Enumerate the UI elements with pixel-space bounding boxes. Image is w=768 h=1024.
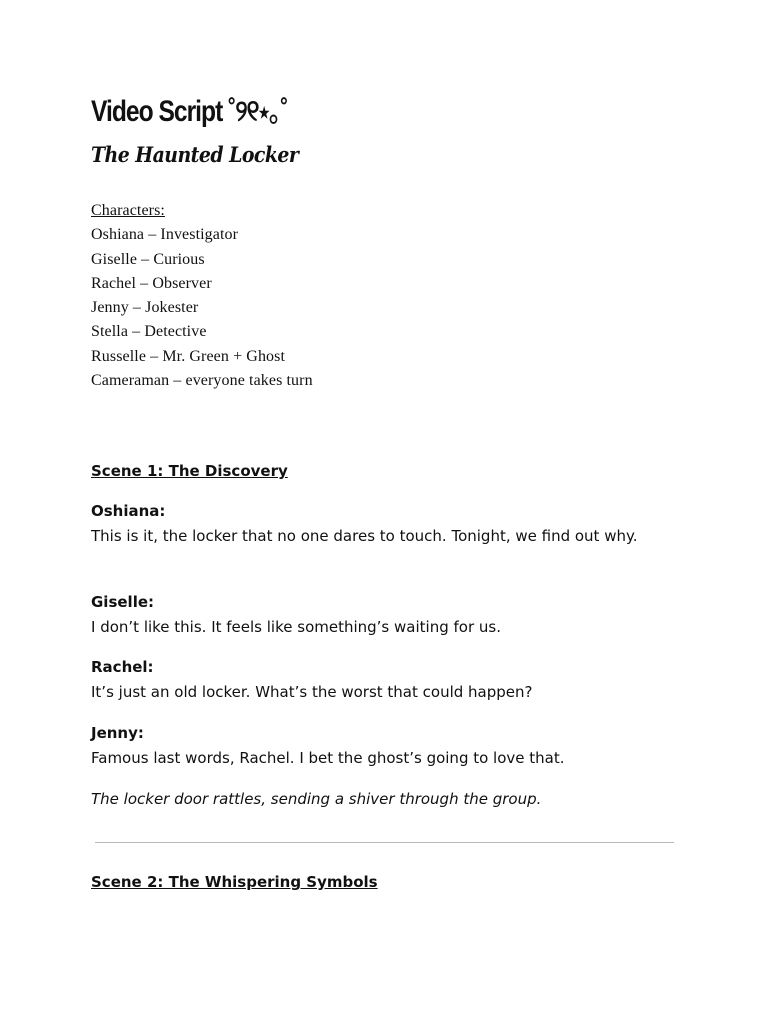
speaker-name: Jenny: bbox=[91, 724, 144, 742]
dialogue-block bbox=[91, 499, 677, 548]
scene-2-heading-block bbox=[91, 870, 677, 895]
character-entry: Oshiana – Investigator bbox=[91, 226, 239, 244]
characters-heading: Characters: bbox=[91, 202, 165, 219]
character-entry: Cameraman – everyone takes turn bbox=[91, 372, 313, 390]
character-entry: Stella – Detective bbox=[91, 323, 207, 341]
characters-list bbox=[91, 199, 313, 393]
script-subtitle: The Haunted Locker bbox=[91, 142, 299, 167]
scene-1-heading-block bbox=[91, 459, 677, 484]
speaker-name: Rachel: bbox=[91, 658, 154, 676]
scene-2-heading: Scene 2: The Whispering Symbols bbox=[91, 873, 378, 891]
stage-direction: The locker door rattles, sending a shiver through the group. bbox=[91, 790, 542, 808]
dialogue-block bbox=[91, 655, 677, 704]
dialogue-block bbox=[91, 721, 677, 770]
stage-direction-block bbox=[91, 787, 677, 812]
dialogue-line: This is it, the locker that no one dares to touch. Tonight, we find out why. bbox=[91, 526, 638, 545]
document-title: Video Script ˚୨୧⋆｡˚ bbox=[91, 95, 288, 128]
dialogue-block bbox=[91, 590, 677, 639]
speaker-name: Giselle: bbox=[91, 593, 155, 611]
character-entry: Russelle – Mr. Green + Ghost bbox=[91, 347, 286, 365]
dialogue-line: It’s just an old locker. What’s the worst that could happen? bbox=[91, 682, 533, 701]
character-entry: Giselle – Curious bbox=[91, 250, 205, 268]
dialogue-line: Famous last words, Rachel. I bet the ghost’s going to love that. bbox=[91, 748, 565, 767]
horizontal-divider bbox=[95, 842, 674, 843]
scene-1-heading: Scene 1: The Discovery bbox=[91, 462, 288, 480]
dialogue-line: I don’t like this. It feels like something’s waiting for us. bbox=[91, 617, 501, 636]
character-entry: Rachel – Observer bbox=[91, 274, 212, 292]
character-entry: Jenny – Jokester bbox=[91, 299, 199, 317]
speaker-name: Oshiana: bbox=[91, 502, 166, 520]
